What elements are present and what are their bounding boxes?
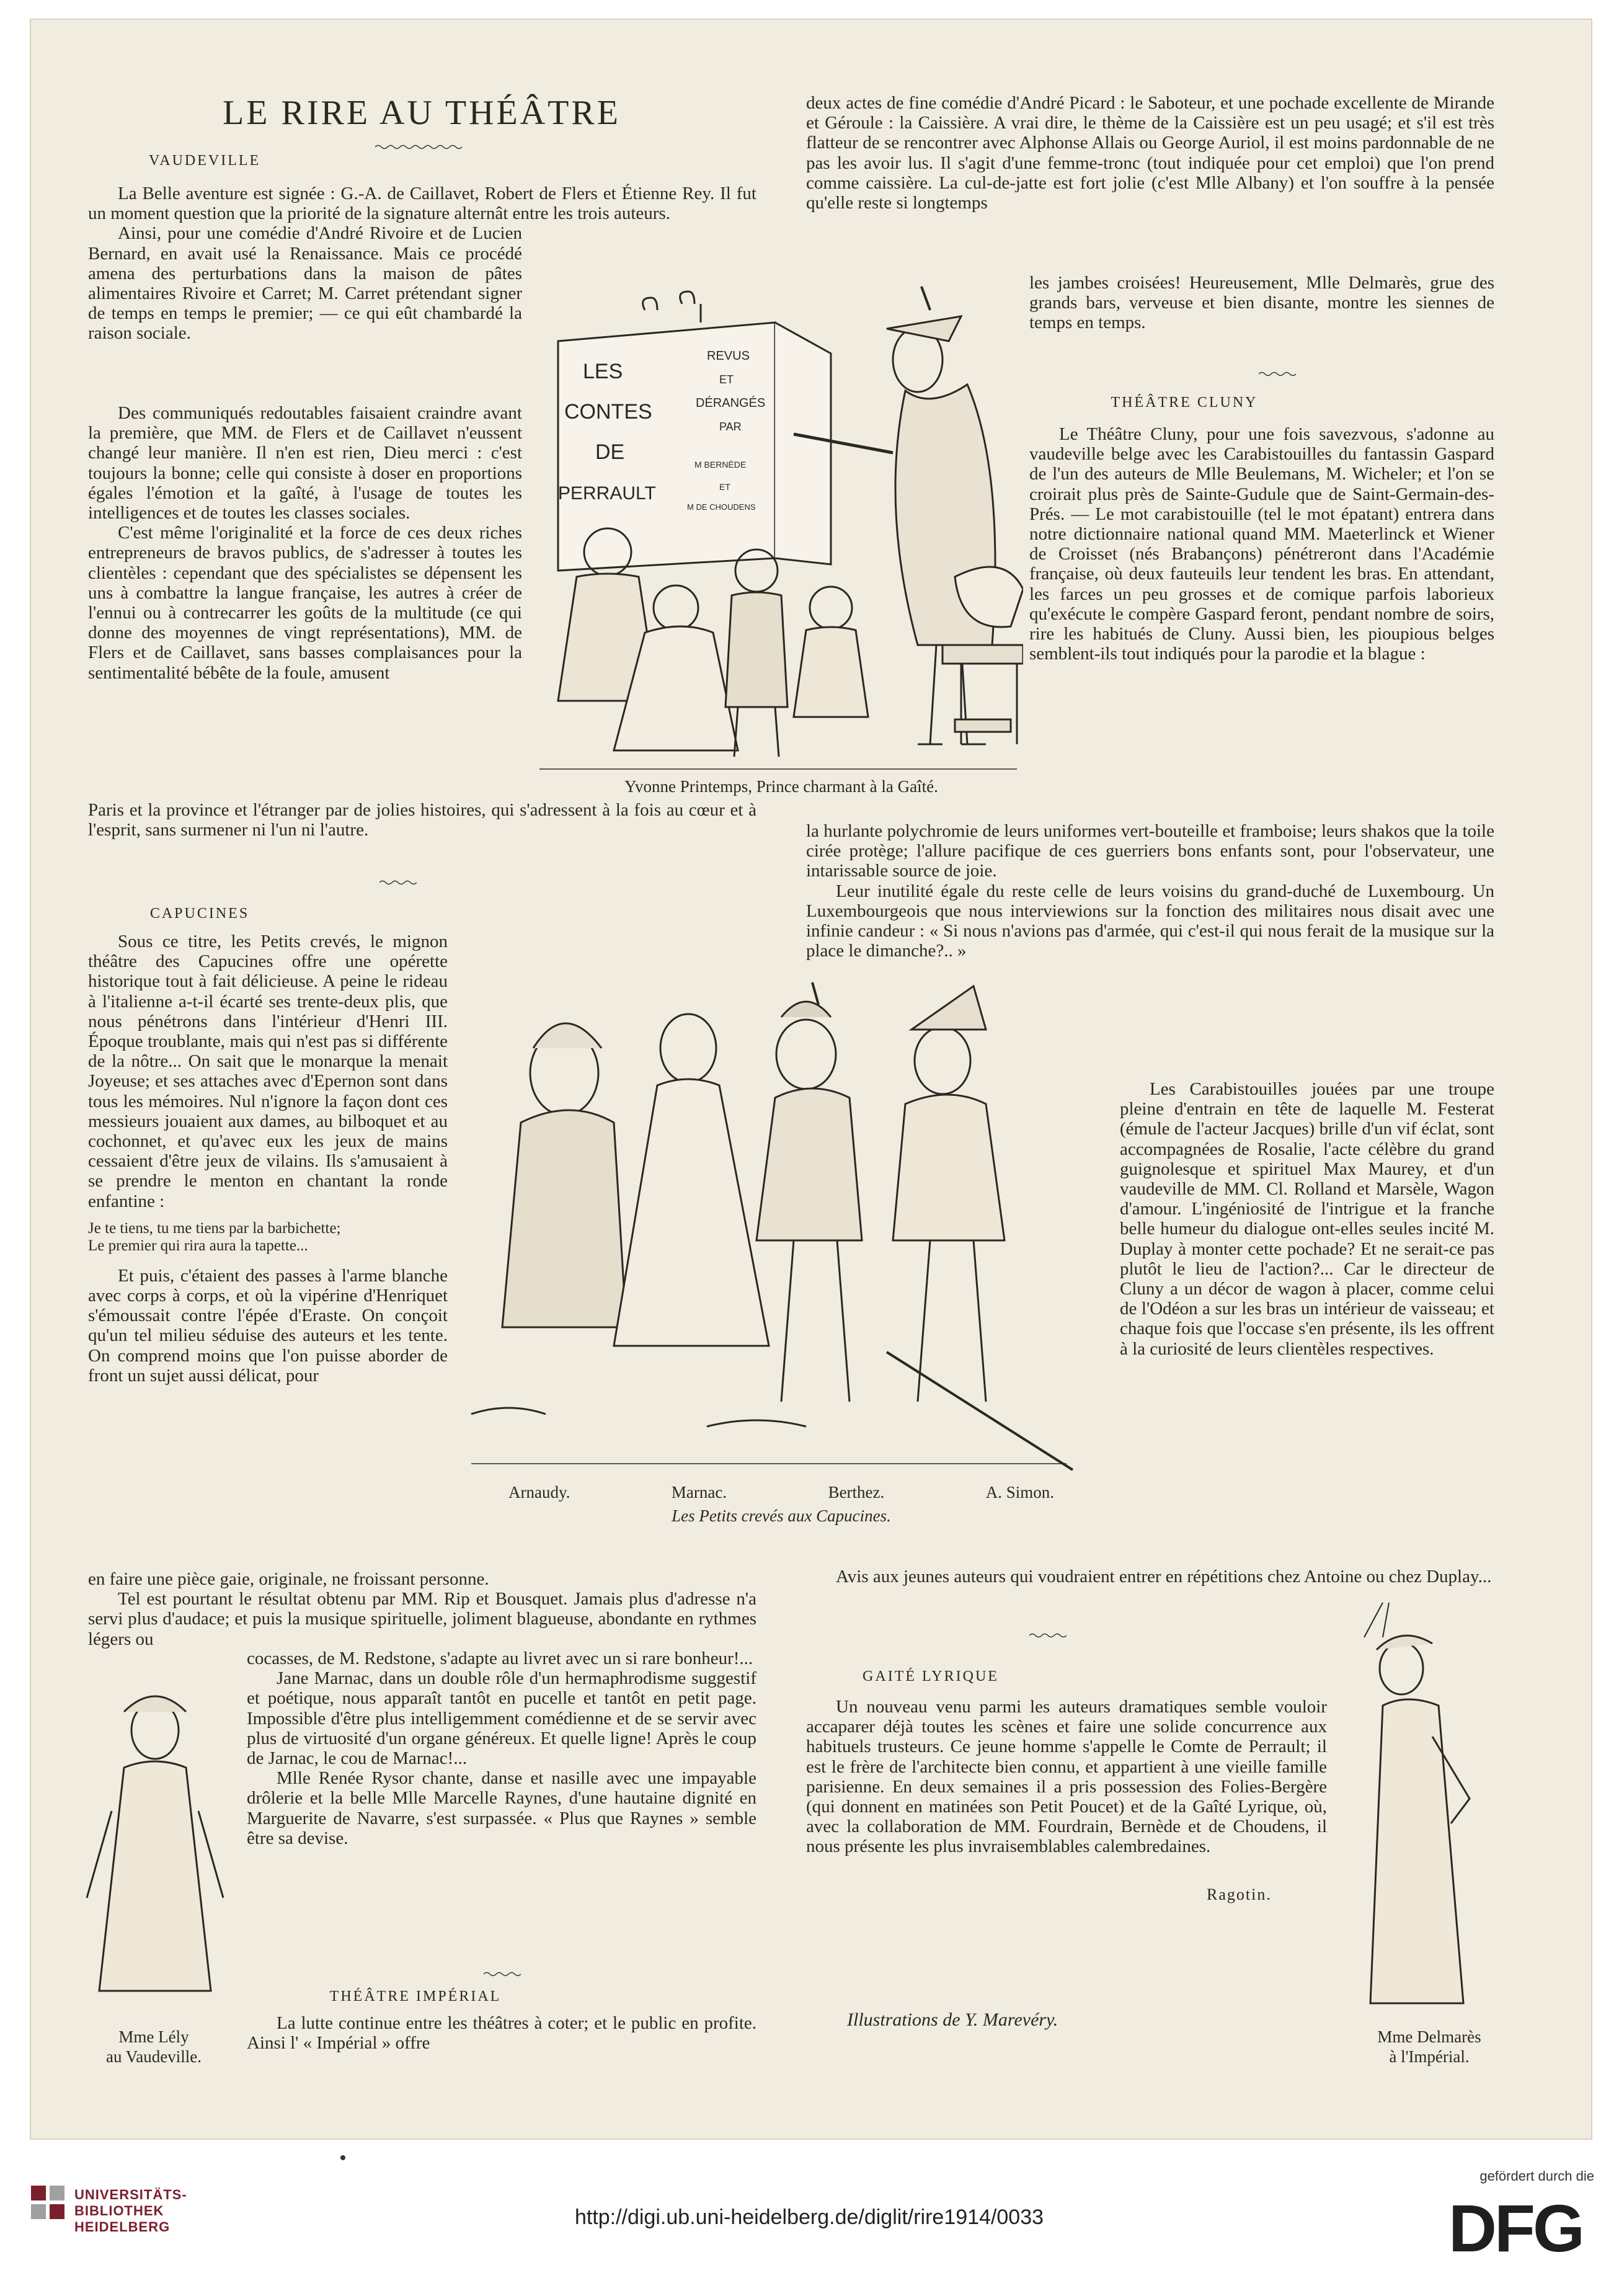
library-line: BIBLIOTHEK: [74, 2203, 164, 2218]
paragraph: Paris et la province et l'étranger par de jolies histoires, qui s'adressent à la fois au cœur et à l'esprit, sans surmener ni l'un ni l'autre.: [88, 800, 756, 840]
illustration-credit: Illustrations de Y. Marevéry.: [847, 2009, 1058, 2030]
paragraph: Tel est pourtant le résultat obtenu par MM. Rip et Bousquet. Jamais plus d'adresse n'a servi plus d'audace; et puis la musique spirituelle, joliment blagueuse, abondante en rythmes légers ou: [88, 1589, 756, 1649]
paragraph: cocasses, de M. Redstone, s'adapte au livret avec un si rare bonheur!...: [247, 1649, 753, 1668]
caption-mme-delmares: [1333, 2027, 1525, 2067]
board-line: M BERNÈDE: [694, 460, 747, 469]
caption-name: Berthez.: [828, 1483, 885, 1502]
caption-line: Mme Delmarès: [1377, 2027, 1481, 2046]
board-line: LES: [583, 360, 623, 383]
paragraph: les jambes croisées! Heureusement, Mlle Delmarès, grue des grands bars, verveuse et bien disante, montre les siennes de temps en temps.: [1029, 273, 1494, 333]
library-line: UNIVERSITÄTS-: [74, 2187, 187, 2202]
right-top: [806, 93, 1494, 213]
paragraph: en faire une pièce gaie, originale, ne froissant personne.: [88, 1569, 489, 1589]
board-line: CONTES: [564, 400, 652, 424]
board-line: ET: [719, 482, 730, 492]
paragraph: Et puis, c'étaient des passes à l'arme blanche avec corps à corps, et où la vipérine d'Henriquet s'émoussait contre l'épée d'Eraste. On conçoit qu'un tel milieu séduise des auteurs et les tente. On comprend moins que l'on puisse aborder de front un sujet aussi délicat, pour: [88, 1265, 448, 1386]
dfg-logo: DFG: [1448, 2191, 1582, 2266]
board-line: DE: [595, 440, 625, 464]
paragraph: C'est même l'originalité et la force de ces deux riches entrepreneurs de bravos publics, de s'adresser à toutes les clientèles : cependant que des spécialistes se dépensent les uns à combattre la langue française, les autres à créer de l'ennui ou à contrecarrer les goûts de la multitude (ce qui donne des moyennes de vingt représentations), MM. de Flers et de Caillavet, sans basses complaisances pour la sentimentalité bébête de la foule, amusent: [88, 523, 522, 683]
section-heading-capucines: CAPUCINES: [149, 905, 250, 922]
paragraph: deux actes de fine comédie d'André Picard : le Saboteur, et une pochade excellente de Mirande et Géroule : la Caissière. A vrai dire, le thème de la Caissière est un peu usagé; et s'il est très flatteur de se rencontrer avec Alphonse Allais ou George Auriol, il est moins pardonnable de ne pas les avoir lus. Il s'agit d'une femme-tronc (tout indiquée pour cet emploi) que l'on prend comme caissière. La cul-de-jatte est fort jolie (c'est Mlle Albany) et l'on souffre à la pensée qu'elle reste si longtemps: [806, 93, 1494, 213]
caption-mme-lely: [79, 2027, 228, 2067]
paragraph: Les Carabistouilles jouées par une troupe pleine d'entrain en tête de laquelle M. Festerat (émule de l'acteur Jacques) brille d'un vif éclat, sont accompagnées de Rosalie, l'acte célèbre du grand guignolesque et spirituel Max Maurey, et d'un vaudeville de MM. Cl. Rolland et Marsèle, Wagon d'amour. L'ingéniosité de l'intrigue et la franche belle humeur du dialogue ont-elles seules incité M. Duplay à monter cette pochade? Et ne serait-ce pas plutôt le lieu de l'action?... Car le directeur de Cluny a un décor de wagon à placer, comme celui de l'Odéon a sur les bras un intérieur de vaisseau; et chaque fois que l'occase s'en présente, ils les offrent à la curiosité de leurs clientèles respectives.: [1120, 1079, 1494, 1359]
paragraph: Le Théâtre Cluny, pour une fois savezvous, s'adonne au vaudeville belge avec les Carabistouilles du fantassin Gaspard de l'un des auteurs de Mlle Beulemans, M. Wicheler; et l'on se croirait plus près de Sainte-Gudule que de Saint-Germain-des-Prés. — Le mot carabistouille (tel le mot épatant) entrera dans notre dictionnaire national quand MM. Maeterlinck et Wiener de Croisset (nés Brabançons) pénétreront dans l'Académie française, où deux fauteuils leur tendent les bras. En attendant, les farces un peu grosses et de comique parfois laborieux qu'exécute le compère Gaspard feront, pendant nombre de soirs, rire les habitués de Cluny. Aussi bien, les pioupious belges semblent-ils tout indiqués pour la parodie et la blague :: [1029, 424, 1494, 664]
library-name: [74, 2187, 187, 2235]
left-narrow-bottom: [247, 1649, 756, 1848]
section-heading-theatre-imperial: THÉÂTRE IMPÉRIAL: [329, 1988, 502, 2005]
right-cluny: [1029, 424, 1494, 664]
paragraph: Ainsi, pour une comédie d'André Rivoire et de Lucien Bernard, en avait usé la Renaissance. Mais ce procédé amena des perturbations dans la maison de pâtes alimentaires Rivoire et Carret; M. Carret prétendant signer de temps en temps le premier; — ce qui eût chambardé la raison sociale.: [88, 223, 522, 344]
signature: Ragotin.: [1207, 1885, 1272, 1903]
ornament-divider: [1259, 371, 1296, 377]
verse-line: Je te tiens, tu me tiens par la barbichette;: [88, 1219, 341, 1237]
ornament-divider: [1029, 1632, 1067, 1639]
caption-line: au Vaudeville.: [106, 2047, 202, 2066]
paragraph: Mlle Renée Rysor chante, danse et nasille avec une impayable drôlerie et la belle Mlle Marcelle Raynes, d'une hautaine dignité en Marguerite de Navarre, s'est surpassée. « Plus que Raynes » semble être sa devise.: [247, 1768, 756, 1848]
left-imperial: [247, 2013, 756, 2053]
paragraph: La Belle aventure est signée : G.-A. de Caillavet, Robert de Flers et Étienne Rey. Il fut un moment question que la priorité de la signature alternât entre les trois auteurs.: [88, 184, 756, 224]
paragraph: Un nouveau venu parmi les auteurs dramatiques semble vouloir accaparer déjà toutes les scènes et faire une solide concurrence aux habituels trusteurs. Ce jeune homme s'appelle le Comte de Perrault; il est le frère de l'architecte bien connu, et appartient à une vieille famille parisienne. En deux semaines il a pris possession des Folies-Bergère (qui donnent en matinées son Petit Poucet) et de la Gaîté Lyrique, où, avec la collaboration de MM. Fourdrain, Bernède et de Choudens, il nous présente les plus invraisemblables calembredaines.: [806, 1697, 1327, 1857]
paragraph: Sous ce titre, les Petits crevés, le mignon théâtre des Capucines offre une opérette historique tout à fait délicieuse. A peine le rideau à l'italienne a-t-il écarté ses trente-deux plis, que nous pénétrons dans l'intérieur d'Henri III. Époque troublante, mais qui n'est pas si différente de la nôtre... On sait que le monarque la menait Joyeuse; et ses attaches avec d'Epernon sont dans tous les mémoires. Nul n'ignore la façon dont ces messieurs jouaient aux dames, au bilboquet et au cochonnet, et qu'avec eux les jeux de mains cessaient d'être jeux de vilains. Ils s'amusaient à se prendre le menton en chantant la ronde enfantine :: [88, 932, 448, 1211]
paragraph: la hurlante polychromie de leurs uniformes vert-bouteille et framboise; leurs shakos que la toile cirée protège; l'allure pacifique de ces guerriers bons enfants sont, pour l'observateur, une intarissable source de joie.: [806, 821, 1494, 881]
caption-line: à l'Impérial.: [1389, 2047, 1470, 2066]
illustration-petits-creves: [459, 980, 1091, 1476]
ornament-divider: [484, 1971, 521, 1977]
illustration-mme-delmares: [1339, 1600, 1513, 2022]
board-line: PAR: [719, 420, 742, 433]
board-line: ET: [719, 373, 734, 386]
section-heading-gaite-lyrique: GAITÉ LYRIQUE: [863, 1668, 999, 1684]
ornament-divider: [379, 879, 417, 886]
left-capucines: [88, 932, 448, 1386]
section-heading-theatre-cluny: THÉÂTRE CLUNY: [1111, 394, 1258, 411]
right-wide-2: [806, 1567, 1494, 1586]
illustration-mme-lely: [74, 1687, 236, 2009]
board-line: M DE CHOUDENS: [687, 502, 756, 512]
verse-line: Le premier qui rira aura la tapette...: [88, 1237, 308, 1254]
right-wide: [806, 821, 1494, 961]
right-gaite: [806, 1697, 1327, 1857]
document-url-link[interactable]: http://digi.ub.uni-heidelberg.de/diglit/rire1914/0033: [574, 2205, 1044, 2229]
paragraph: Jane Marnac, dans un double rôle d'un hermaphrodisme suggestif et poétique, nous apparaît tantôt en pucelle et tantôt en petit page. Impossible d'être plus intelligemment comédienne et de se servir avec plus de virtuosité d'un organe généreux. Et quelle ligne! Après le coup de Jarnac, le cou de Marnac!...: [247, 1668, 756, 1769]
caption-name: Arnaudy.: [508, 1483, 570, 1502]
library-line: HEIDELBERG: [74, 2219, 171, 2235]
paragraph: La lutte continue entre les théâtres à coter; et le public en profite. Ainsi l' « Impérial » offre: [247, 2013, 756, 2053]
left-column-narrow: [88, 403, 522, 683]
left-wide: [88, 800, 756, 840]
caption-yvonne-printemps: Yvonne Printemps, Prince charmant à la Gaîté.: [624, 777, 938, 796]
right-narrow: [1029, 273, 1494, 333]
board-line: PERRAULT: [558, 483, 656, 504]
caption-name: Marnac.: [671, 1483, 727, 1502]
board-line: REVUS: [707, 349, 750, 363]
paragraph: Avis aux jeunes auteurs qui voudraient entrer en répétitions chez Antoine ou chez Duplay...: [836, 1567, 1492, 1586]
caption-names-row: [508, 1482, 1054, 1502]
board-line: DÉRANGÉS: [696, 396, 766, 410]
scan-dot: [340, 2155, 345, 2160]
paragraph: Leur inutilité égale du reste celle de leurs voisins du grand-duché de Luxembourg. Un Luxembourgeois que nous interviewions sur la fonction des militaires nous disait avec une infinie candeur : « Si nous n'avions pas d'armée, qui c'est-il qui nous ferait de la musique sur la place le dimanche?.. »: [806, 881, 1494, 961]
dfg-label: gefördert durch die: [1479, 2168, 1594, 2184]
paragraph: Des communiqués redoutables faisaient craindre avant la première, que MM. de Flers et de Caillavet n'eussent changé leur manière. Il n'en est rien, Dieu merci : c'est toujours la bonne; celle qui consiste à doser en proportions égales l'émotion et la gaîté, à l'usage de toutes les intelligences et de toutes les classes sociales.: [88, 403, 522, 523]
ornament-divider: [375, 144, 462, 150]
left-wide-2: [88, 1569, 756, 1649]
section-heading-vaudeville: VAUDEVILLE: [149, 153, 261, 169]
university-logo-icon: [29, 2183, 68, 2223]
caption-petits-creves: Les Petits crevés aux Capucines.: [672, 1506, 891, 1525]
caption-name: A. Simon.: [985, 1483, 1054, 1502]
caption-line: Mme Lély: [118, 2027, 189, 2046]
article-title: LE RIRE AU THÉÂTRE: [223, 94, 621, 132]
illustration-contes-de-perrault: [533, 285, 1023, 775]
right-narrow-2: [1120, 1079, 1494, 1359]
